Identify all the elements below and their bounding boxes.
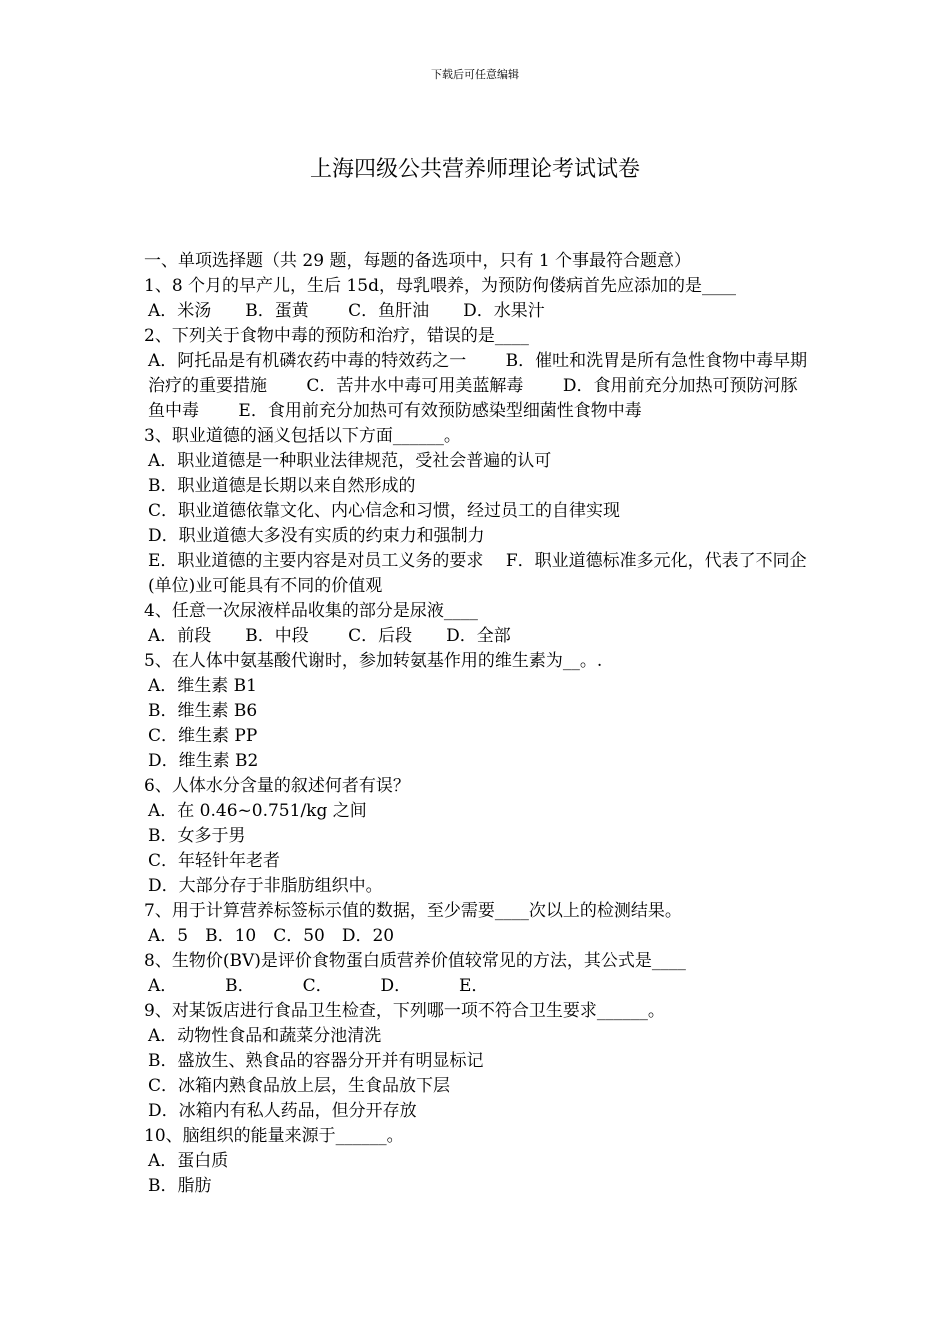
question-7-stem: 7、用于计算营养标签标示值的数据，至少需要____次以上的检测结果。 xyxy=(144,901,682,921)
header-note: 下载后可任意编辑 xyxy=(431,68,519,81)
question-2-options: A．阿托品是有机磷农药中毒的特效药之一 B．催吐和洗胃是所有急性食物中毒早期治疗的重要措施 C．苦井水中毒可用美蓝解毒 D．食用前充分加热可预防河豚鱼中毒 E．食用前充分加热可有效预防感染型细菌性食物中毒 xyxy=(148,351,808,421)
question-6-option-c: C．年轻针年老者 xyxy=(148,851,281,871)
question-4-stem: 4、任意一次尿液样品收集的部分是尿液____ xyxy=(144,601,478,621)
question-7-options: A．5 B．10 C．50 D．20 xyxy=(148,926,395,946)
question-3-option-c: C．职业道德依靠文化、内心信念和习惯，经过员工的自律实现 xyxy=(148,501,621,521)
question-10-option-b: B．脂肪 xyxy=(148,1176,212,1196)
question-3-option-d: D．职业道德大多没有实质的约束力和强制力 xyxy=(148,526,485,546)
question-5-option-d: D．维生素 B2 xyxy=(148,751,259,771)
question-3-options-ef: E．职业道德的主要内容是对员工义务的要求 F．职业道德标准多元化，代表了不同企(单位)业可能具有不同的价值观 xyxy=(148,551,807,596)
question-6-option-b: B．女多于男 xyxy=(148,826,246,846)
question-3-option-a: A．职业道德是一种职业法律规范，受社会普遍的认可 xyxy=(148,451,552,471)
question-5-option-b: B．维生素 B6 xyxy=(148,701,258,721)
question-4-options: A．前段 B．中段 C．后段 D．全部 xyxy=(148,626,511,646)
question-8-stem: 8、生物价(BV)是评价食物蛋白质营养价值较常见的方法，其公式是____ xyxy=(144,951,686,971)
section-heading: 一、单项选择题（共 29 题，每题的备选项中，只有 1 个事最符合题意） xyxy=(144,251,692,271)
page-title: 上海四级公共营养师理论考试试卷 xyxy=(309,157,640,182)
question-9-option-d: D．冰箱内有私人药品，但分开存放 xyxy=(148,1101,417,1121)
question-5-stem: 5、在人体中氨基酸代谢时，参加转氨基作用的维生素为__。. xyxy=(144,651,603,671)
question-10-stem: 10、脑组织的能量来源于______。 xyxy=(144,1126,404,1146)
question-3-option-b: B．职业道德是长期以来自然形成的 xyxy=(148,476,416,496)
question-10-option-a: A．蛋白质 xyxy=(148,1151,229,1171)
question-list xyxy=(144,249,808,1199)
question-3-stem: 3、职业道德的涵义包括以下方面______。 xyxy=(144,426,461,446)
question-9-option-b: B．盛放生、熟食品的容器分开并有明显标记 xyxy=(148,1051,484,1071)
question-5-option-c: C．维生素 PP xyxy=(148,726,258,746)
question-6-stem: 6、人体水分含量的叙述何者有误？ xyxy=(144,776,410,796)
question-9-option-c: C．冰箱内熟食品放上层，生食品放下层 xyxy=(148,1076,451,1096)
question-1-options: A．米汤 B．蛋黄 C．鱼肝油 D．水果汁 xyxy=(148,301,545,321)
question-5-option-a: A．维生素 B1 xyxy=(148,676,257,696)
question-8-options: A． B． C． D． E． xyxy=(148,976,489,996)
question-2-stem: 2、下列关于食物中毒的预防和治疗，错误的是____ xyxy=(144,326,529,346)
question-9-stem: 9、对某饭店进行食品卫生检查，下列哪一项不符合卫生要求______。 xyxy=(144,1001,665,1021)
question-6-option-a: A．在 0.46~0.751/kg 之间 xyxy=(148,801,367,821)
question-9-option-a: A．动物性食品和蔬菜分池清洗 xyxy=(148,1026,382,1046)
question-1-stem: 1、8 个月的早产儿，生后 15d，母乳喂养，为预防佝偻病首先应添加的是____ xyxy=(144,276,736,296)
question-6-option-d: D．大部分存于非脂肪组织中。 xyxy=(148,876,383,896)
